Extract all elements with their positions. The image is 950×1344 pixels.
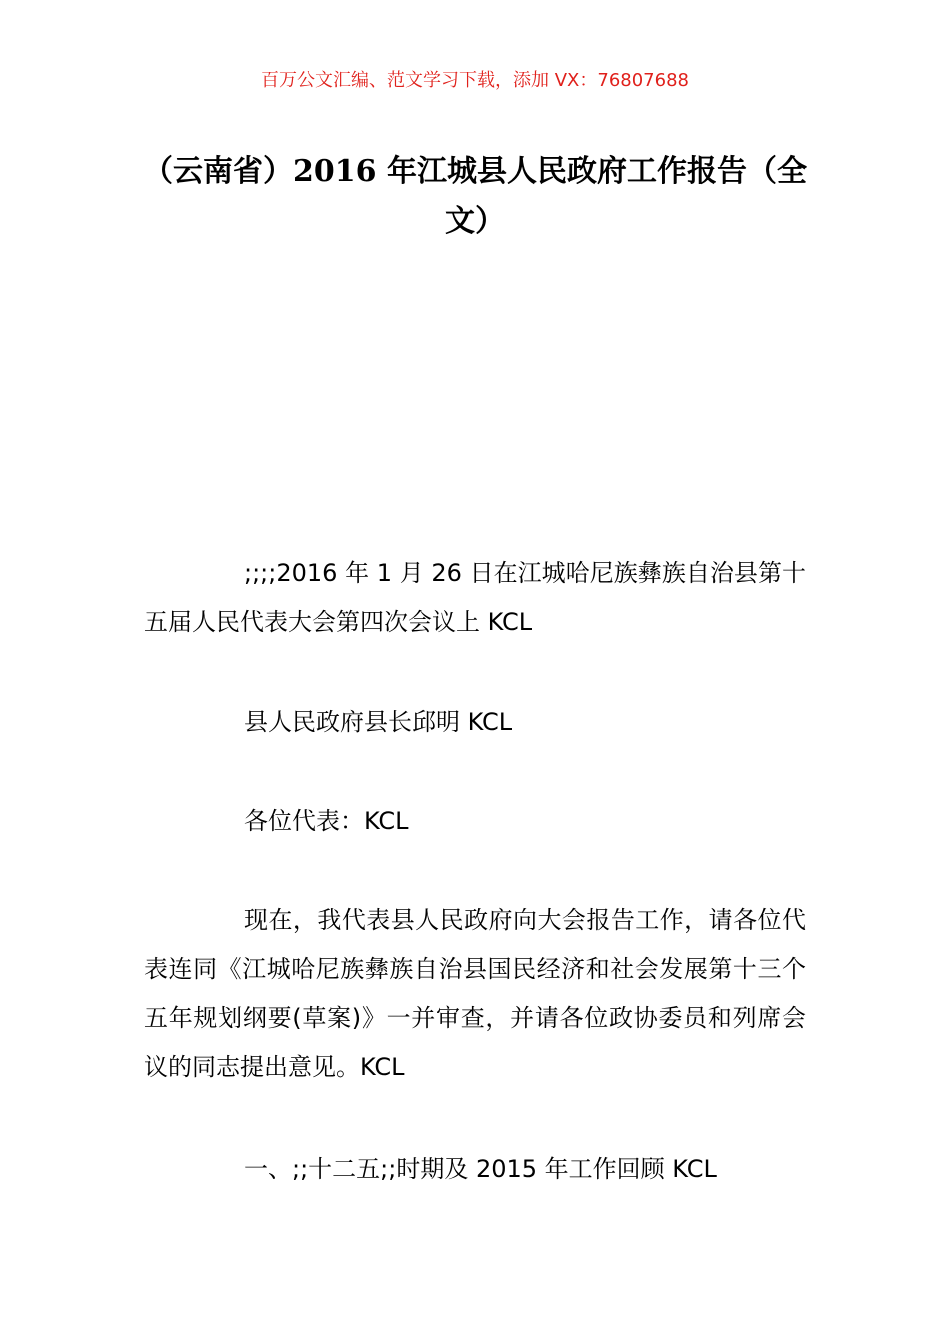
meeting-info-paragraph: ;;;;2016 年 1 月 26 日在江城哈尼族彝族自治县第十五届人民代表大会第四次会议上 KCL [144,559,806,636]
speaker-line: 县人民政府县长邱明 KCL [244,708,513,736]
document-title: （云南省）2016 年江城县人民政府工作报告（全文） [143,154,807,239]
intro-paragraph: 现在，我代表县人民政府向大会报告工作，请各位代表连同《江城哈尼族彝族自治县国民经济和社会发展第十三个五年规划纲要(草案)》一并审查，并请各位政协委员和列席会议的同志提出意见。KCL [144,906,806,1081]
section-heading: 一、;;十二五;;时期及 2015 年工作回顾 KCL [244,1155,717,1183]
header-watermark-note: 百万公文汇编、范文学习下载，添加 VX：76807688 [261,70,689,91]
salutation-line: 各位代表：KCL [244,807,409,835]
